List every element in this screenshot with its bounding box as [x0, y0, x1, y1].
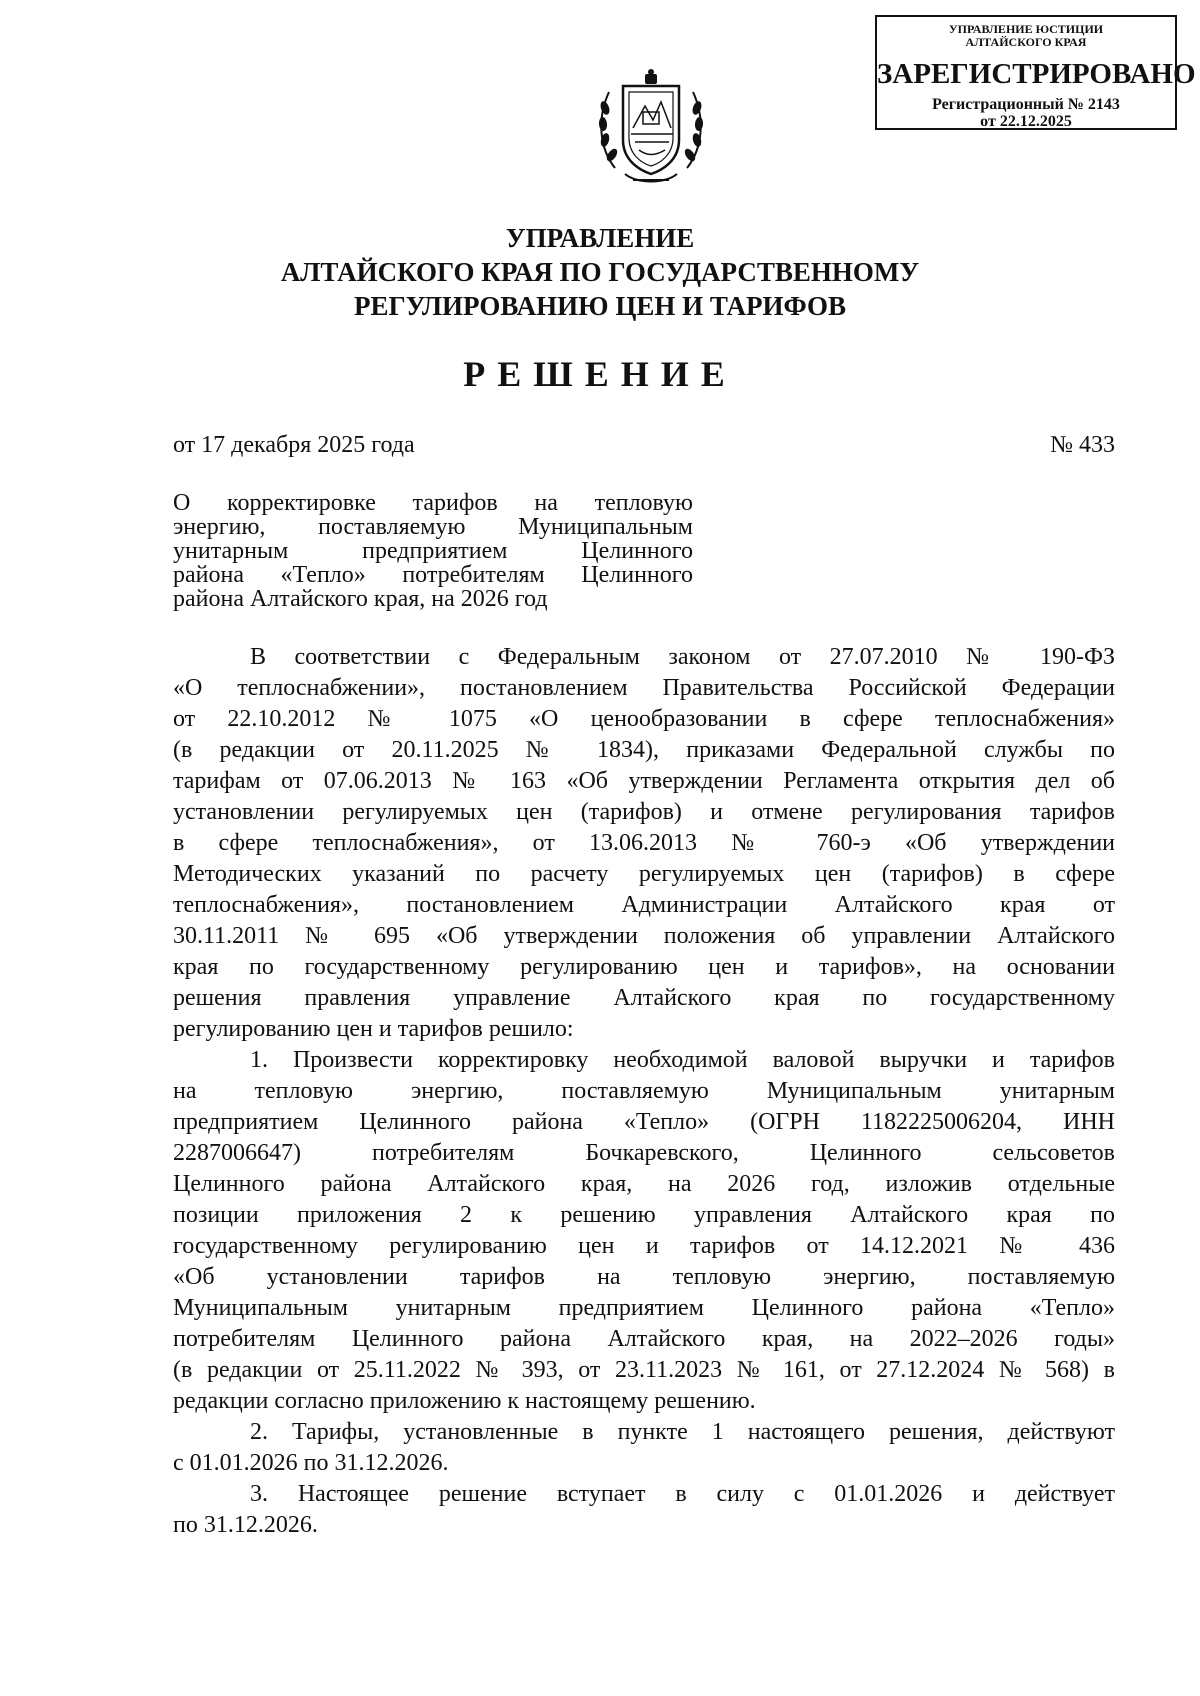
item2-line: с 01.01.2026 по 31.12.2026. [173, 1450, 449, 1476]
registration-stamp [875, 15, 1196, 130]
document-type-title: РЕШЕНИЕ [463, 354, 737, 394]
item1-line: (в редакции от 25.11.2022 № 393, от 23.11.2023 № 161, от 27.12.2024 № 568) в [173, 1357, 1115, 1383]
item1-line: предприятием Целинного района «Тепло» (ОГРН 1182225006204, ИНН [173, 1109, 1115, 1135]
subject-line: района Алтайского края, на 2026 год [173, 586, 548, 612]
preamble-line: края по государственному регулированию цен и тарифов», на основании [173, 954, 1115, 980]
item1-line: позиции приложения 2 к решению управления Алтайского края по [173, 1202, 1115, 1228]
stamp-authority-line1: УПРАВЛЕНИЕ ЮСТИЦИИ [948, 22, 1104, 36]
preamble-line: теплоснабжения», постановлением Администрации Алтайского края от [173, 892, 1115, 918]
preamble-line: регулированию цен и тарифов решило: [173, 1016, 574, 1042]
item1-line: Целинного района Алтайского края, на 2026 год, изложив отдельные [173, 1171, 1115, 1197]
preamble-line: Методических указаний по расчету регулируемых цен (тарифов) в сфере [173, 861, 1115, 887]
subject-line: О корректировке тарифов на тепловую [173, 490, 693, 516]
authority-name-line2: АЛТАЙСКОГО КРАЯ ПО ГОСУДАРСТВЕННОМУ [280, 257, 920, 287]
preamble-line: от 22.10.2012 № 1075 «О ценообразовании в сфере теплоснабжения» [173, 706, 1115, 732]
item1-line: на тепловую энергию, поставляемую Муниципальным унитарным [173, 1078, 1115, 1104]
preamble-line: в сфере теплоснабжения», от 13.06.2013 № 760-э «Об утверждении [173, 830, 1115, 856]
preamble-line: 30.11.2011 № 695 «Об утверждении положения об управлении Алтайского [173, 923, 1115, 949]
authority-name-line3: РЕГУЛИРОВАНИЮ ЦЕН И ТАРИФОВ [353, 291, 847, 321]
item2-line: 2. Тарифы, установленные в пункте 1 настоящего решения, действуют [250, 1419, 1115, 1445]
item1-line: 2287006647) потребителям Бочкаревского, Целинного сельсоветов [173, 1140, 1115, 1166]
item3-line: по 31.12.2026. [173, 1512, 318, 1538]
preamble-line: (в редакции от 20.11.2025 № 1834), приказами Федеральной службы по [173, 737, 1115, 763]
item1-line: «Об установлении тарифов на тепловую энергию, поставляемую [173, 1264, 1115, 1290]
item1-line: Муниципальным унитарным предприятием Целинного района «Тепло» [173, 1295, 1115, 1321]
item1-line: потребителям Целинного района Алтайского края, на 2022–2026 годы» [173, 1326, 1115, 1352]
stamp-status: ЗАРЕГИСТРИРОВАНО [877, 58, 1196, 90]
stamp-registration-number: Регистрационный № 2143 [932, 96, 1120, 113]
item1-line: 1. Произвести корректировку необходимой валовой выручки и тарифов [250, 1047, 1115, 1073]
stamp-authority-line2: АЛТАЙСКОГО КРАЯ [965, 35, 1087, 49]
subject-line: унитарным предприятием Целинного [173, 538, 693, 564]
preamble-line: решения правления управление Алтайского края по государственному [173, 985, 1115, 1011]
document-date: от 17 декабря 2025 года [173, 432, 415, 458]
item1-line: государственному регулированию цен и тарифов от 14.12.2021 № 436 [173, 1233, 1115, 1259]
document-number: № 433 [1050, 432, 1115, 458]
preamble-line: тарифам от 07.06.2013 № 163 «Об утверждении Регламента открытия дел об [173, 768, 1115, 794]
authority-name-line1: УПРАВЛЕНИЕ [505, 223, 695, 253]
stamp-registration-date: от 22.12.2025 [980, 113, 1072, 130]
preamble-line: установлении регулируемых цен (тарифов) и отмене регулирования тарифов [173, 799, 1115, 825]
preamble-line: «О теплоснабжении», постановлением Правительства Российской Федерации [173, 675, 1115, 701]
subject-line: района «Тепло» потребителям Целинного [173, 562, 693, 588]
item1-line: редакции согласно приложению к настоящему решению. [173, 1388, 756, 1414]
preamble-line: В соответствии с Федеральным законом от 27.07.2010 № 190-ФЗ [250, 644, 1115, 670]
subject-line: энергию, поставляемую Муниципальным [173, 514, 693, 540]
item3-line: 3. Настоящее решение вступает в силу с 01.01.2026 и действует [250, 1481, 1115, 1507]
coat-of-arms-icon [595, 68, 707, 190]
